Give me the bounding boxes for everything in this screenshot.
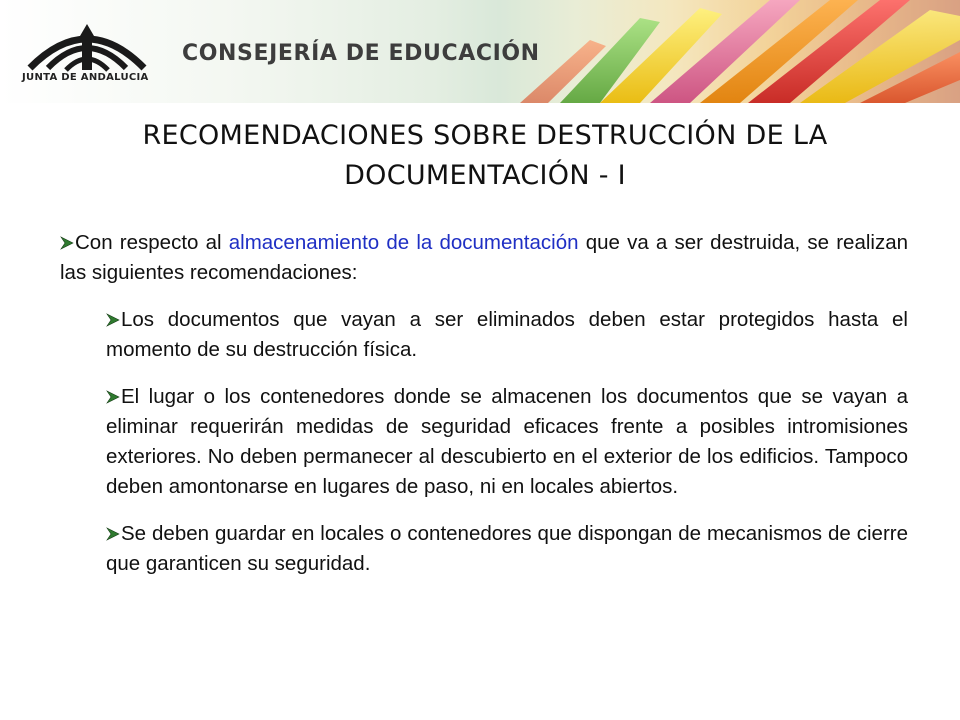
arrowhead-bullet-icon (106, 527, 120, 541)
arrowhead-bullet-icon (60, 236, 74, 250)
intro-text-after: que va a ser destruida, se realizan las siguientes recomendaciones: (60, 231, 909, 284)
slide-content (60, 228, 908, 596)
header-banner (0, 0, 960, 103)
slide-title-line2: DOCUMENTACIÓN - I (344, 160, 626, 191)
bullet-text: Los documentos que vayan a ser eliminados deben estar protegidos hasta el momento de su destrucción física. (106, 308, 908, 361)
arrowhead-bullet-icon (106, 313, 120, 327)
slide-title (60, 116, 910, 196)
slide-title-line1: RECOMENDACIONES SOBRE DESTRUCCIÓN DE LA (142, 120, 828, 151)
intro-paragraph (60, 228, 908, 288)
bullet-item (106, 305, 908, 365)
logo-text: JUNTA DE ANDALUCIA (22, 72, 149, 83)
bullet-item (106, 382, 908, 502)
bullet-text: Se deben guardar en locales o contenedores que dispongan de mecanismos de cierre que garanticen su seguridad. (106, 522, 908, 575)
org-title: CONSEJERÍA DE EDUCACIÓN (182, 41, 540, 66)
intro-highlight: almacenamiento de la documentación (228, 231, 579, 254)
bullet-text: El lugar o los contenedores donde se almacenen los documentos que se vayan a eliminar requerirán medidas de seguridad eficaces frente a posibles intromisiones exteriores. No deben permanecer al descubierto en el exterior de los edificios. Tampoco deben amontonarse en lugares de paso, ni en locales abiertos. (106, 385, 908, 498)
intro-text-before: Con respecto al (75, 231, 229, 254)
arrowhead-bullet-icon (106, 390, 120, 404)
bullet-item (106, 519, 908, 579)
